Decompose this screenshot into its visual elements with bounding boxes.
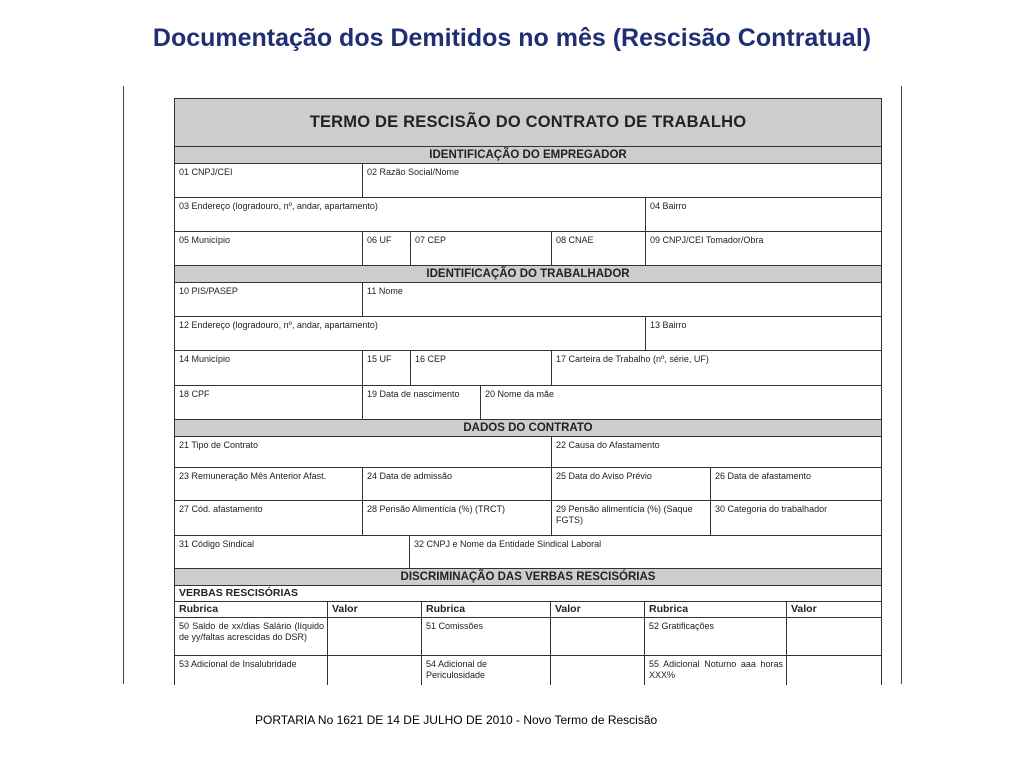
field-12-endereco[interactable]: 12 Endereço (logradouro, nº, andar, apartamento) — [175, 317, 646, 350]
field-08-cnae[interactable]: 08 CNAE — [552, 232, 646, 265]
field-53-valor[interactable] — [328, 656, 422, 685]
field-21-tipo-contrato[interactable]: 21 Tipo de Contrato — [175, 437, 552, 467]
form-row — [175, 232, 881, 266]
section-employer: IDENTIFICAÇÃO DO EMPREGADOR — [175, 147, 881, 164]
header-rubrica: Rubrica — [645, 602, 787, 617]
form-row — [175, 468, 881, 501]
form-row — [175, 164, 881, 198]
field-05-municipio[interactable]: 05 Município — [175, 232, 363, 265]
field-53-insalubridade: 53 Adicional de Insalubridade — [175, 656, 328, 685]
field-06-uf[interactable]: 06 UF — [363, 232, 411, 265]
field-52-gratificacoes: 52 Gratificações — [645, 618, 787, 655]
field-23-remuneracao[interactable]: 23 Remuneração Mês Anterior Afast. — [175, 468, 363, 500]
form-row — [175, 386, 881, 420]
field-17-carteira-trabalho[interactable]: 17 Carteira de Trabalho (nº, série, UF) — [556, 354, 709, 364]
form-row — [175, 501, 881, 536]
form-row — [175, 351, 881, 386]
field-32-entidade-sindical[interactable]: 32 CNPJ e Nome da Entidade Sindical Laboral — [414, 539, 602, 549]
field-28-pensao-trct[interactable]: 28 Pensão Alimentícia (%) (TRCT) — [363, 501, 552, 535]
rescission-form — [174, 98, 882, 685]
form-row — [175, 437, 881, 468]
field-54-periculosidade: 54 Adicional de Periculosidade — [422, 656, 551, 685]
field-50-valor[interactable] — [328, 618, 422, 655]
field-09-cnpj-tomador[interactable]: 09 CNPJ/CEI Tomador/Obra — [650, 235, 764, 245]
form-row — [175, 198, 881, 232]
verbas-subtitle: VERBAS RESCISÓRIAS — [175, 586, 881, 602]
section-worker: IDENTIFICAÇÃO DO TRABALHADOR — [175, 266, 881, 283]
field-19-data-nascimento[interactable]: 19 Data de nascimento — [363, 386, 481, 419]
field-24-data-admissao[interactable]: 24 Data de admissão — [363, 468, 552, 500]
field-27-cod-afastamento[interactable]: 27 Cód. afastamento — [175, 501, 363, 535]
field-03-endereco[interactable]: 03 Endereço (logradouro, nº, andar, apartamento) — [175, 198, 646, 231]
verbas-row — [175, 618, 881, 656]
field-07-cep[interactable]: 07 CEP — [411, 232, 552, 265]
left-divider-line — [123, 86, 124, 684]
field-26-data-afastamento[interactable]: 26 Data de afastamento — [715, 471, 812, 481]
field-15-uf[interactable]: 15 UF — [363, 351, 411, 385]
header-valor: Valor — [791, 603, 817, 615]
field-16-cep[interactable]: 16 CEP — [411, 351, 552, 385]
slide-footer: PORTARIA No 1621 DE 14 DE JULHO DE 2010 - Novo Termo de Rescisão — [255, 713, 658, 727]
header-rubrica: Rubrica — [422, 602, 551, 617]
form-row — [175, 283, 881, 317]
field-50-saldo-salario: 50 Saldo de xx/dias Salário (líquido de yy/faltas acrescidas do DSR) — [175, 618, 328, 655]
field-31-codigo-sindical[interactable]: 31 Código Sindical — [175, 536, 410, 568]
field-25-data-aviso-previo[interactable]: 25 Data do Aviso Prévio — [552, 468, 711, 500]
field-10-pis[interactable]: 10 PIS/PASEP — [175, 283, 363, 316]
section-contract: DADOS DO CONTRATO — [175, 420, 881, 437]
header-rubrica: Rubrica — [175, 602, 328, 617]
field-13-bairro[interactable]: 13 Bairro — [650, 320, 687, 330]
form-row — [175, 317, 881, 351]
field-54-valor[interactable] — [551, 656, 645, 685]
header-valor: Valor — [328, 602, 422, 617]
right-divider-line — [901, 86, 902, 684]
form-title: TERMO DE RESCISÃO DO CONTRATO DE TRABALHO — [175, 99, 881, 147]
field-04-bairro[interactable]: 04 Bairro — [650, 201, 687, 211]
section-verbas: DISCRIMINAÇÃO DAS VERBAS RESCISÓRIAS — [175, 569, 881, 586]
field-14-municipio[interactable]: 14 Município — [175, 351, 363, 385]
field-30-categoria[interactable]: 30 Categoria do trabalhador — [715, 504, 828, 514]
field-51-comissoes: 51 Comissões — [422, 618, 551, 655]
field-55-adicional-noturno: 55 Adicional Noturno aaa horas XXX% — [645, 656, 787, 685]
field-29-pensao-fgts[interactable]: 29 Pensão alimentícia (%) (Saque FGTS) — [552, 501, 711, 535]
field-51-valor[interactable] — [551, 618, 645, 655]
field-22-causa-afastamento[interactable]: 22 Causa do Afastamento — [556, 440, 660, 450]
field-18-cpf[interactable]: 18 CPF — [175, 386, 363, 419]
verbas-header-row — [175, 602, 881, 618]
field-52-valor[interactable] — [787, 618, 881, 655]
field-01-cnpj[interactable]: 01 CNPJ/CEI — [175, 164, 363, 197]
slide-title: Documentação dos Demitidos no mês (Rescisão Contratual) — [152, 24, 872, 52]
field-02-razao-social[interactable]: 02 Razão Social/Nome — [367, 167, 460, 177]
verbas-row — [175, 656, 881, 685]
field-20-nome-mae[interactable]: 20 Nome da mãe — [485, 389, 555, 399]
header-valor: Valor — [551, 602, 645, 617]
field-11-nome[interactable]: 11 Nome — [367, 286, 403, 296]
field-55-valor[interactable] — [787, 656, 881, 685]
form-row — [175, 536, 881, 569]
